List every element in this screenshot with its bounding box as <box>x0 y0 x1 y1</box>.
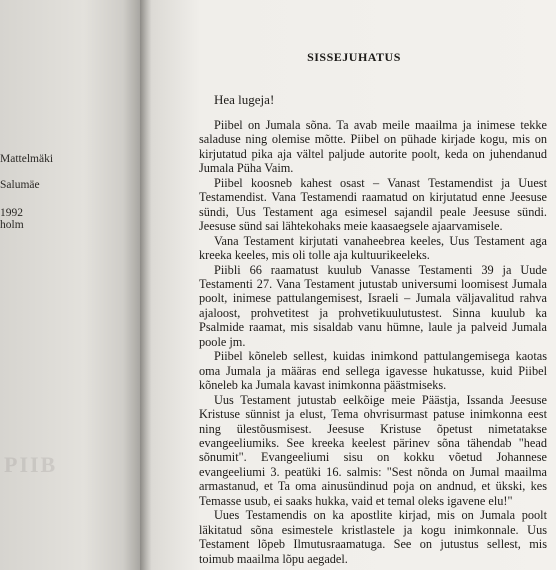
left-page-line: Salumäe <box>0 179 40 191</box>
left-page-line: 1992 <box>0 207 23 219</box>
paragraph: Uues Testamendis on ka apostlite kirjad, mis on Jumala poolt läkitatud sõna esimestele kristlastele ja kogu inimkonnale. Uus Testament lõpeb Ilmutusraamatuga. See on jutustus sellest, mis toimub maailma lõpu aegadel. <box>199 508 547 566</box>
paragraph: Vana Testament kirjutati vanaheebrea keeles, Uus Testament aga kreeka keeles, mis oli tolle aja kultuurikeeleks. <box>199 233 547 263</box>
bleed-through-text: PIIB <box>4 452 58 477</box>
left-page-line: holm <box>0 219 24 231</box>
left-page <box>0 0 140 570</box>
greeting: Hea lugeja! <box>214 92 275 107</box>
left-page-line: Mattelmäki <box>0 153 54 165</box>
paragraph: Piibli 66 raamatust kuulub Vanasse Testamenti 39 ja Uude Testamenti 27. Vana Testament jutustab universumi loomisest Jumala poolt, inimese pattulangemisest, Israeli – Jumala väljavalitud rahva ajaloost, prohvetitest ja prohvetikuulutustest. Sinna kuulub ka Psalmide raamat, mis sisaldab vanu hümne, laule ja palveid Jumala poole jm. <box>199 262 547 349</box>
paragraph: Piibel kõneleb sellest, kuidas inimkond pattulangemisega kaotas oma Jumala ja määras end sellega igavesse hukatusse, kuid Piibel kõneleb ka Jumala kavast inimkonna päästmiseks. <box>199 349 547 393</box>
paragraph: Piibel on Jumala sõna. Ta avab meile maailma ja inimese tekke saladuse ning olemise mõtte. Piibel on pühade kirjade kogu, mis on kirjutatud pika aja vältel paljude autorite poolt, keda on juhendanud Jumala Püha Vaim. <box>199 118 547 176</box>
paragraph: Piibel koosneb kahest osast – Vanast Testamendist ja Uuest Testamendist. Vana Testamendi raamatud on kirjutatud enne Jeesuse sündi, Uus Testament aga esimesel sajandil peale Jeesuse sündi. Jeesuse sünd sai lähtekohaks meie kaasaegsele ajaarvamisele. <box>199 175 547 234</box>
right-page <box>152 0 556 570</box>
paragraph: Uus Testament jutustab eelkõige meie Päästja, Issanda Jeesuse Kristuse sünnist ja elust, Tema ohvrisurmast patuse inimkonna eest ning ülestõusmisest. Jeesuse Kristuse õpetust nimetatakse evangeeliumiks. See kreeka keelest pärinev sõna tähendab "head sõnumit". Evangeeliumi sisu on kokku võetud Johannese evangeeliumi 3. peatüki 16. salmis: "Sest nõnda on Jumal maailma armastanud, et Ta oma ainusündinud poja on andnud, et ükski, kes Temasse usub, ei saaks hukka, vaid et temal oleks igavene elu!" <box>199 392 547 508</box>
body-text <box>199 118 547 566</box>
page-title: SISSEJUHATUS <box>307 50 401 64</box>
book-gutter <box>140 0 152 570</box>
